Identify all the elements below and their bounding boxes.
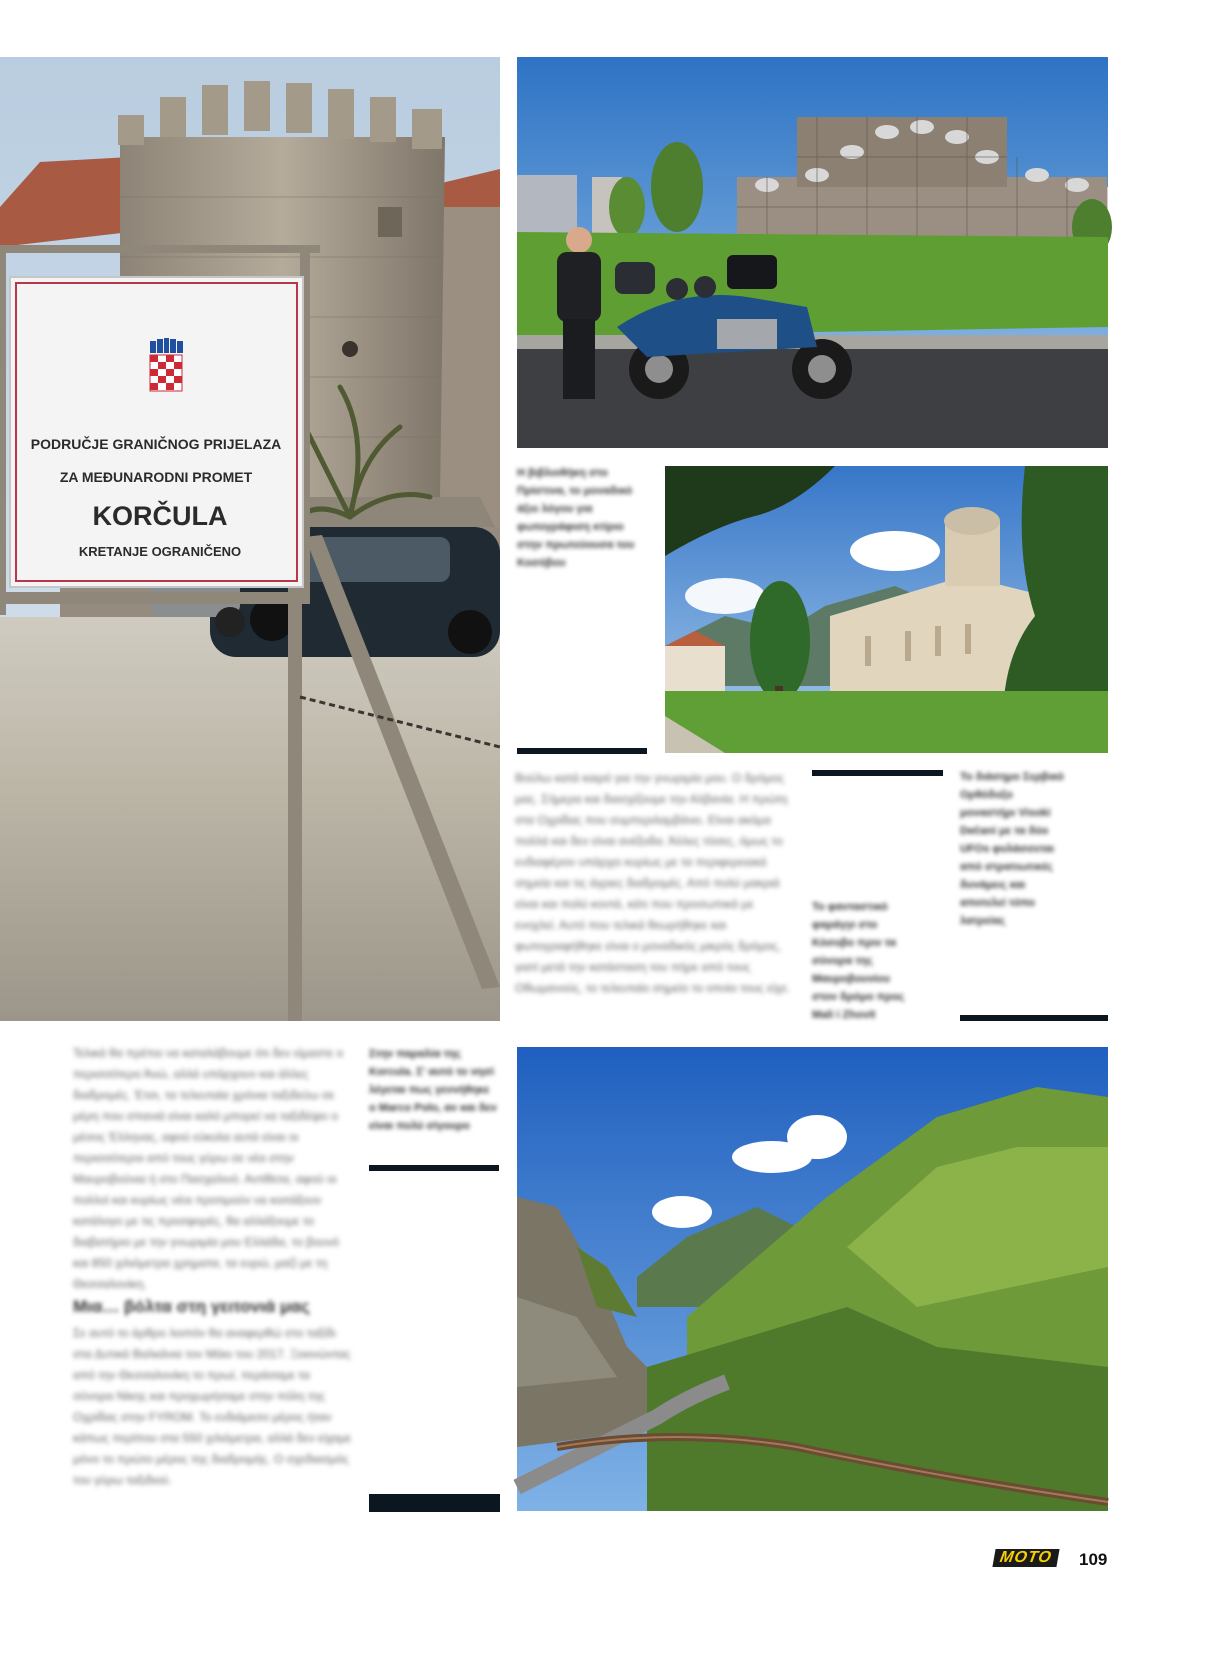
library-photo xyxy=(517,57,1108,448)
article-column-middle: Βούλω κατά καιρό για την γνωριμία μου. Ο δρόμος μας. Σήμερα και διασχίζουμε την Αλβανία. Η πρώτη στα Οχρίδας που συμπεριλαμβάνει. Είναι ακόμα πολλά και δεν είναι ανέξοδα. Άλλες τόσες, όμως το ενδιαφέρον υπάρχει κυρίως με τα περιφερειακά σημεία και τις άγριες διαδρομές. Από πολύ μακριά είναι και πολύ κοντά, κάτι που προσωπικά με ενοχλεί. Αυτό που τελικά θεωρήθηκε και φωτογραφήθηκε είναι ο μοναδικός μικρός δρόμος, γιατί μετά την κατάσταση του πήρε από τους Οθωμανούς, το τελευταίο σημείο το οποίο τους είχε. xyxy=(515,771,791,995)
section-heading: Μια… βόλτα στη γειτονιά μας xyxy=(73,1297,310,1316)
gorge-photo xyxy=(517,1047,1108,1511)
magazine-logo: MOTO xyxy=(992,1549,1059,1567)
caption-korcula: Στην παραλία της Korcula. Σ' αυτό το νησί λέγεται πως γεννήθηκε ο Marco Polo, αν και δεν είναι πολύ σίγουρο xyxy=(369,1048,497,1132)
rule-bar-2 xyxy=(812,770,943,776)
rule-bar-3 xyxy=(960,1015,1108,1021)
sign-line-1: PODRUČJE GRANIČNOG PRIJELAZA xyxy=(30,436,282,452)
sign-place: KORČULA xyxy=(92,501,228,531)
caption-gorge: Το φανταστικό φαράγγι στο Κόσοβο πριν τα σύνορα της Μαυροβουνίου στον δρόμο προς Mali i Zhovit xyxy=(812,901,905,1021)
caption-monastery: Το διάσημο Σερβικό Ορθόδοξο μοναστήρι Visoki Dečani με τα δύο UFOs φυλάσσεται από στρατιωτικές δυνάμεις και αποτελεί τόπο λατρείας xyxy=(960,771,1064,927)
page-number: 109 xyxy=(1079,1550,1108,1569)
korcula-photo xyxy=(0,57,500,1021)
rule-bar-5 xyxy=(369,1494,500,1512)
sign-line-4: KRETANJE OGRANIČENO xyxy=(78,544,242,559)
sign-line-2: ZA MEĐUNARODNI PROMET xyxy=(59,469,253,485)
rule-bar-1 xyxy=(517,748,647,754)
article-column-left-1: Τελικά θα πρέπει να καταλάβουμε ότι δεν είμαστε ο περισσότερο Άνώ, αλλά υπάρχουν και άλλες διαδρομές. Έτσι, τα τελευταία χρόνια ταξιδεύω σε μέρη που σπανιά είναι καλό μπορεί να ταξιδέψει ο μέσος Έλληνας, αφού εύκολα αυτά είναι οι περισσότεροι από τους γύρω σε νέα στην Μαυροβούνια ή στο Πασχαλινό. Αντίθετα, αφού οι πολλοί και κυρίως νέοι προτιμούν να κοιτάξουν κατάλογο με τις προσφορές, θα αλλάξουμε το διαβατήριο με την γνωριμία μου Ελλάδα, το βουνό και 850 χιλιόμετρα χρηματα, τα ευρώ, μαζί με τη Θεσσαλονίκη. xyxy=(73,1046,344,1291)
rule-bar-4 xyxy=(369,1165,499,1171)
caption-library: Η βιβλιοθήκη στο Πρίστινα, το μοναδικό άξιο λόγου για φωτογράφιση κτίριο στην πρωτεύουσα του Κοσόβου xyxy=(517,467,635,569)
monastery-photo xyxy=(665,466,1108,753)
article-column-left-2: Σε αυτό το άρθρο λοιπόν θα αναφερθώ στο ταξίδι στα Δυτικά Βαλκάνια τον Μάιο του 2017. Ξεκινώντας από την Θεσσαλονίκη το πρωί, περάσαμε τα σύνορα Νίκης και προχωρήσαμε στην πόλη της Οχρίδας στην FYROM. Το ενδιάμεσο μέρος ήταν κάπως περίπου στα 550 χιλιόμετρα, αλλά δεν είχαμε μόνο το πρώτο μέρος της διαδρομής. Ο σχεδιασμός του γύρω ταξιδιού. xyxy=(73,1326,352,1487)
